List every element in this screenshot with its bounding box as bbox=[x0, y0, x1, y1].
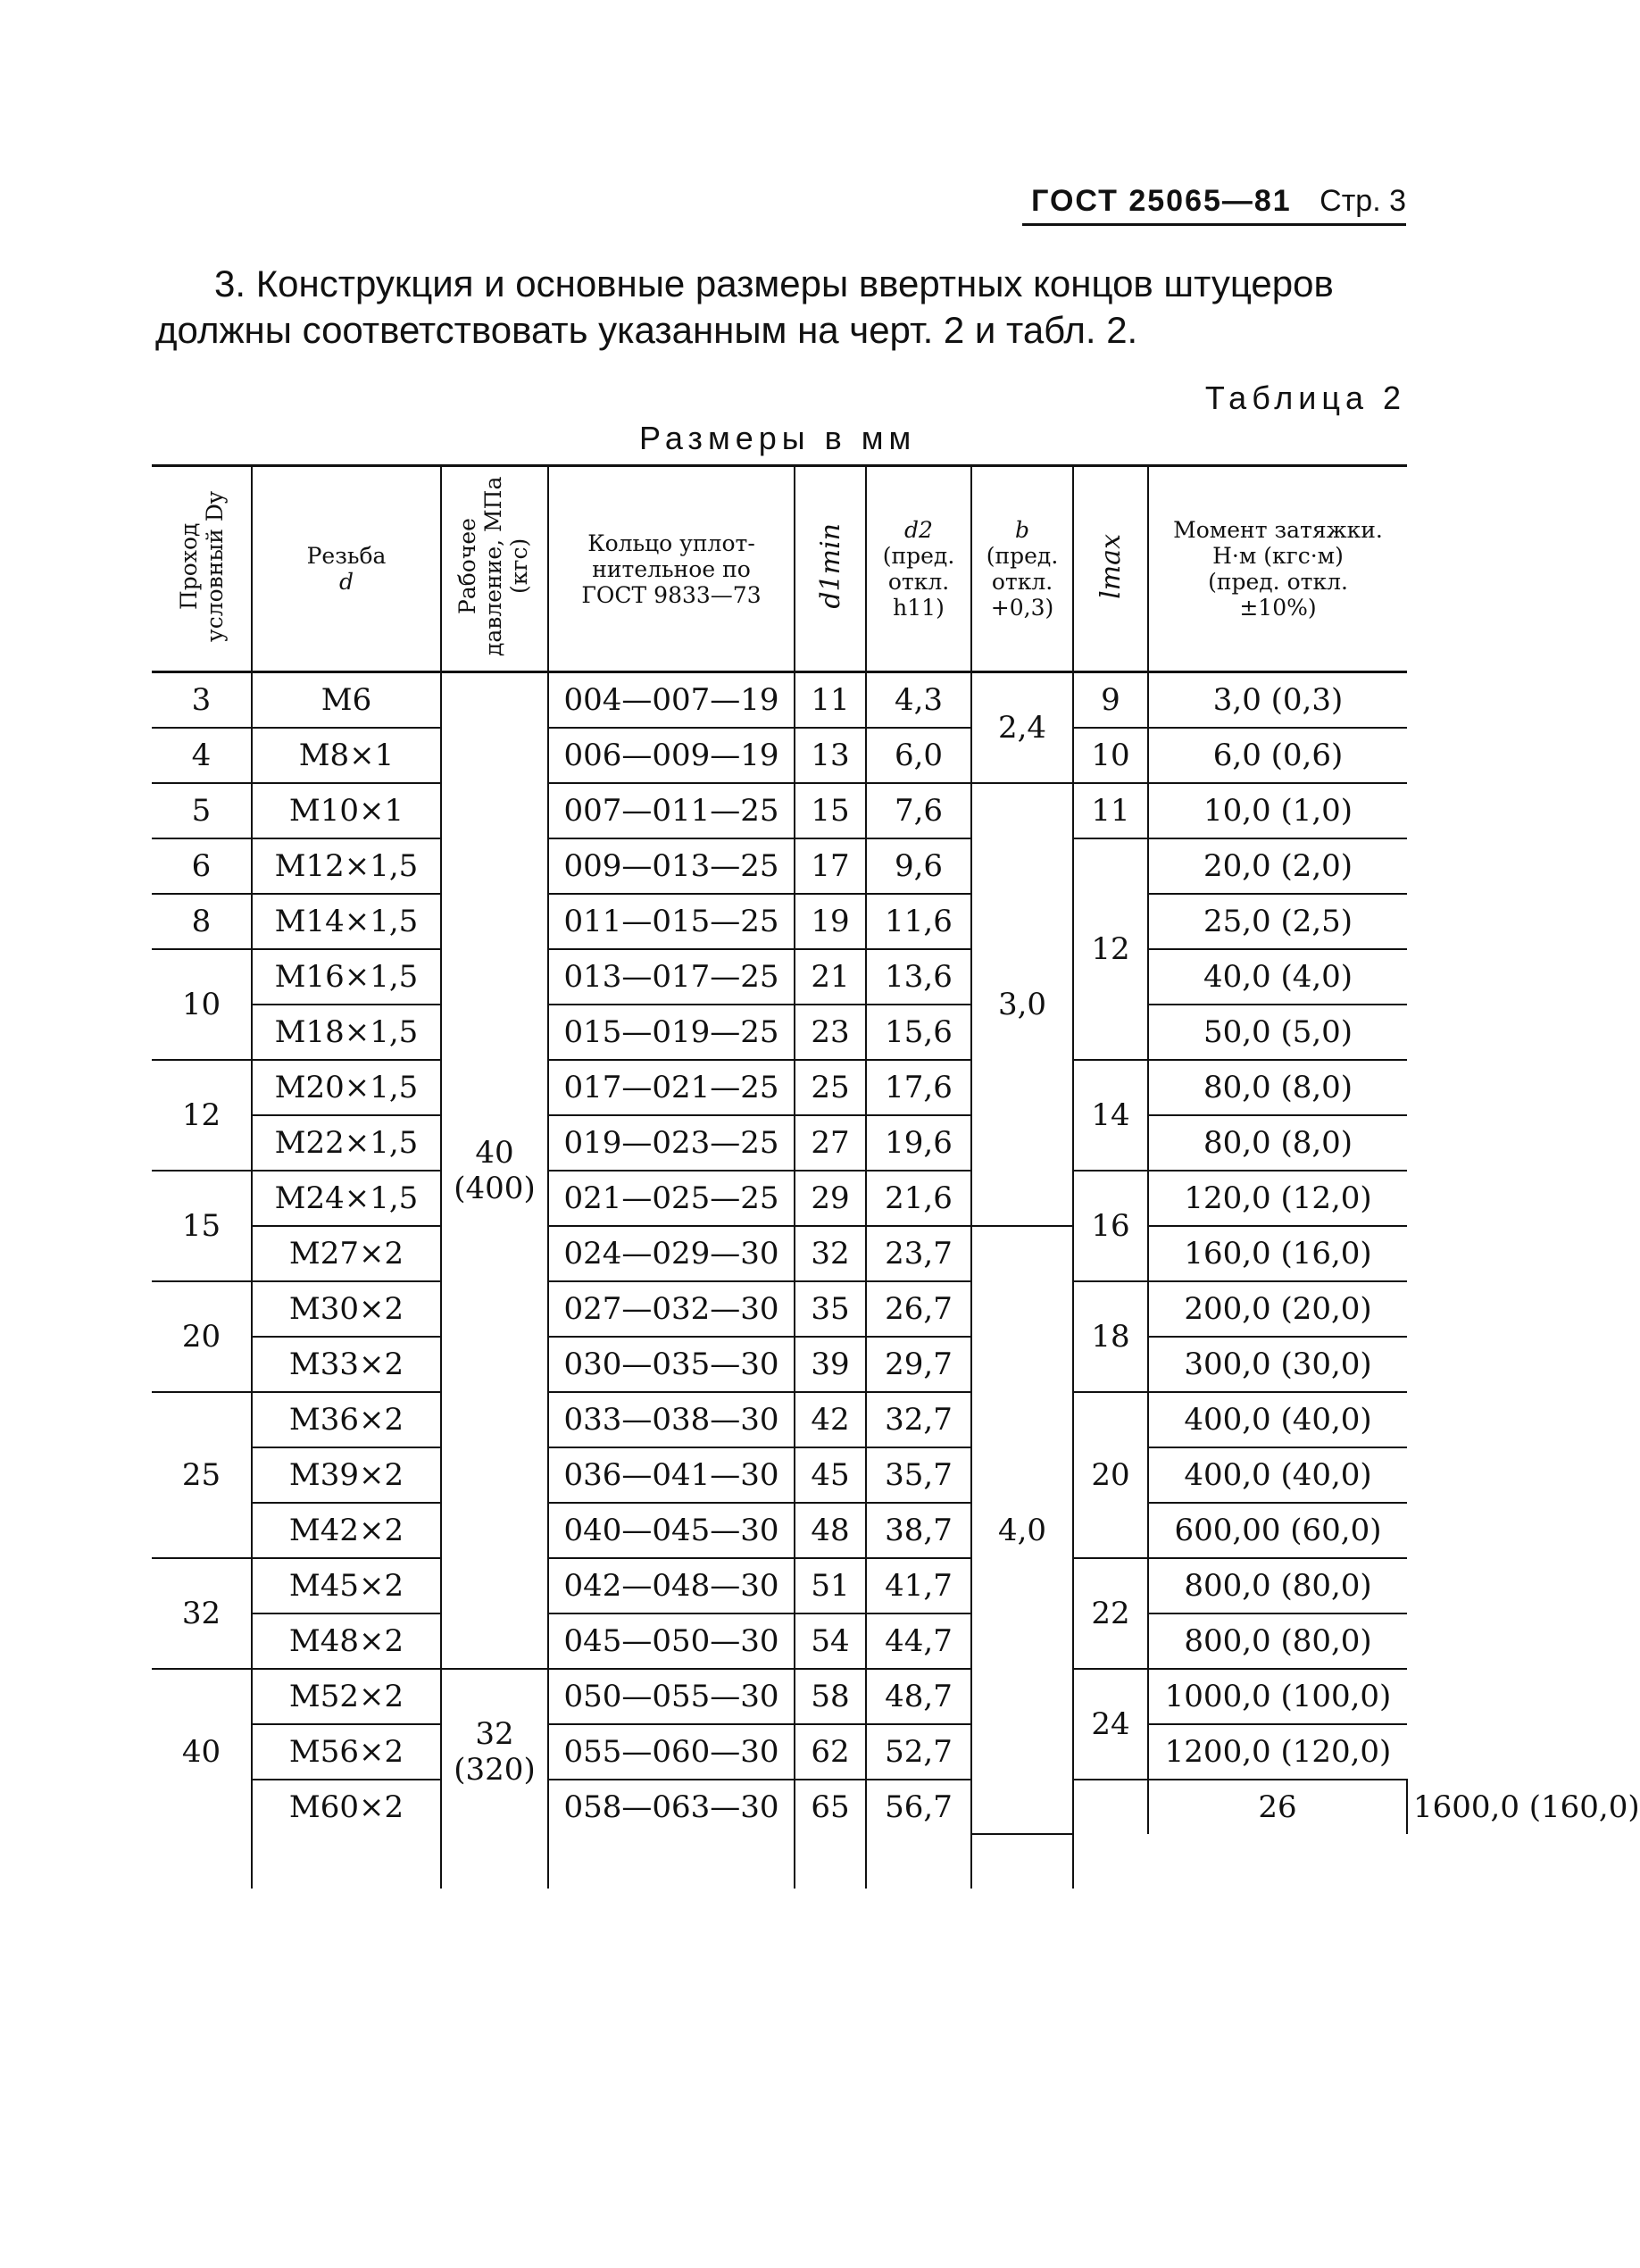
thread-cell: M8×1 bbox=[252, 728, 441, 783]
torque-cell: 600,00 (60,0) bbox=[1148, 1503, 1407, 1558]
d2-cell: 29,7 bbox=[866, 1337, 971, 1392]
ring-cell: 004—007—19 bbox=[548, 672, 795, 729]
table-row bbox=[152, 1392, 1407, 1447]
thread-cell: M6 bbox=[252, 672, 441, 729]
d1-cell: 23 bbox=[795, 1005, 866, 1060]
dy-cell: 12 bbox=[152, 1060, 252, 1171]
table-row bbox=[152, 783, 1407, 838]
d1-cell: 29 bbox=[795, 1171, 866, 1226]
d2-cell: 44,7 bbox=[866, 1613, 971, 1669]
torque-cell: 800,0 (80,0) bbox=[1148, 1558, 1407, 1613]
thread-cell: M60×2 bbox=[252, 1780, 441, 1834]
b-cell-empty bbox=[1073, 1780, 1148, 1834]
thread-cell: M20×1,5 bbox=[252, 1060, 441, 1115]
d1-cell: 13 bbox=[795, 728, 866, 783]
d1-cell: 11 bbox=[795, 672, 866, 729]
ring-cell: 007—011—25 bbox=[548, 783, 795, 838]
torque-cell: 80,0 (8,0) bbox=[1148, 1060, 1407, 1115]
ring-cell: 009—013—25 bbox=[548, 838, 795, 894]
thread-cell: M52×2 bbox=[252, 1669, 441, 1724]
dy-cell: 5 bbox=[152, 783, 252, 838]
d2-cell: 52,7 bbox=[866, 1724, 971, 1780]
torque-cell: 25,0 (2,5) bbox=[1148, 894, 1407, 949]
d2-cell: 13,6 bbox=[866, 949, 971, 1005]
torque-cell: 1000,0 (100,0) bbox=[1148, 1669, 1407, 1724]
dimensions-table bbox=[152, 464, 1640, 1889]
col-dy: Проход условный Dy bbox=[152, 466, 252, 672]
d1-cell: 62 bbox=[795, 1724, 866, 1780]
lmax-cell: 12 bbox=[1073, 838, 1148, 1060]
pressure-cell: 40 (400) bbox=[441, 672, 548, 1670]
table-row bbox=[152, 1060, 1407, 1115]
thread-cell: M39×2 bbox=[252, 1447, 441, 1503]
d2-cell: 6,0 bbox=[866, 728, 971, 783]
thread-cell: M30×2 bbox=[252, 1281, 441, 1337]
lmax-cell: 24 bbox=[1073, 1669, 1148, 1780]
thread-cell: M16×1,5 bbox=[252, 949, 441, 1005]
lmax-cell: 18 bbox=[1073, 1281, 1148, 1392]
lmax-cell: 20 bbox=[1073, 1392, 1148, 1558]
d1-cell: 45 bbox=[795, 1447, 866, 1503]
thread-cell: M18×1,5 bbox=[252, 1005, 441, 1060]
ring-cell: 017—021—25 bbox=[548, 1060, 795, 1115]
thread-cell: M27×2 bbox=[252, 1226, 441, 1281]
d2-cell: 35,7 bbox=[866, 1447, 971, 1503]
d2-cell: 7,6 bbox=[866, 783, 971, 838]
intro-line-1: 3. Конструкция и основные размеры ввертных концов штуцеров bbox=[214, 263, 1334, 304]
lmax-cell: 11 bbox=[1073, 783, 1148, 838]
table-row bbox=[152, 1171, 1407, 1226]
torque-cell: 200,0 (20,0) bbox=[1148, 1281, 1407, 1337]
table-label: Таблица 2 bbox=[1204, 379, 1406, 416]
d1-cell: 27 bbox=[795, 1115, 866, 1171]
b-cell: 4,0 bbox=[971, 1226, 1073, 1834]
table-row bbox=[152, 1613, 1407, 1669]
col-torque: Момент затяжки. Н·м (кгс·м) (пред. откл. ±10%) bbox=[1148, 466, 1407, 672]
ring-cell: 036—041—30 bbox=[548, 1447, 795, 1503]
page-number: Стр. 3 bbox=[1319, 184, 1406, 218]
thread-cell: M45×2 bbox=[252, 1558, 441, 1613]
ring-cell: 040—045—30 bbox=[548, 1503, 795, 1558]
dy-cell: 6 bbox=[152, 838, 252, 894]
d1-cell: 17 bbox=[795, 838, 866, 894]
torque-cell: 400,0 (40,0) bbox=[1148, 1392, 1407, 1447]
torque-cell: 300,0 (30,0) bbox=[1148, 1337, 1407, 1392]
dy-cell: 40 bbox=[181, 1734, 221, 1770]
d2-cell: 32,7 bbox=[866, 1392, 971, 1447]
ring-cell: 030—035—30 bbox=[548, 1337, 795, 1392]
dy-cell: 8 bbox=[152, 894, 252, 949]
ring-cell: 050—055—30 bbox=[548, 1669, 795, 1724]
thread-cell: M12×1,5 bbox=[252, 838, 441, 894]
dy-cell: 25 bbox=[152, 1392, 252, 1558]
torque-cell: 120,0 (12,0) bbox=[1148, 1171, 1407, 1226]
table-row bbox=[152, 1447, 1407, 1503]
d2-cell: 38,7 bbox=[866, 1503, 971, 1558]
torque-cell: 160,0 (16,0) bbox=[1148, 1226, 1407, 1281]
col-pressure: Рабочее давление, МПа (кгс) bbox=[441, 466, 548, 672]
dy-cell: 10 bbox=[152, 949, 252, 1060]
thread-cell: M42×2 bbox=[252, 1503, 441, 1558]
ring-cell: 033—038—30 bbox=[548, 1392, 795, 1447]
table-row bbox=[152, 1005, 1407, 1060]
lmax-cell: 22 bbox=[1073, 1558, 1148, 1669]
table-row bbox=[152, 672, 1407, 729]
torque-cell: 20,0 (2,0) bbox=[1148, 838, 1407, 894]
ring-cell: 015—019—25 bbox=[548, 1005, 795, 1060]
standard-number: ГОСТ 25065—81 bbox=[1031, 184, 1292, 218]
torque-cell: 50,0 (5,0) bbox=[1148, 1005, 1407, 1060]
table-row bbox=[152, 894, 1407, 949]
dy-cell: 15 bbox=[152, 1171, 252, 1281]
table-row bbox=[152, 1724, 1407, 1780]
torque-cell: 10,0 (1,0) bbox=[1148, 783, 1407, 838]
thread-cell: M56×2 bbox=[252, 1724, 441, 1780]
torque-cell: 3,0 (0,3) bbox=[1148, 672, 1407, 729]
thread-cell: M10×1 bbox=[252, 783, 441, 838]
pressure-cell: 32 (320) bbox=[441, 1669, 548, 1834]
d2-cell: 11,6 bbox=[866, 894, 971, 949]
thread-cell: M24×1,5 bbox=[252, 1171, 441, 1226]
torque-cell: 6,0 (0,6) bbox=[1148, 728, 1407, 783]
dy-cell: 20 bbox=[152, 1281, 252, 1392]
d1-cell: 58 bbox=[795, 1669, 866, 1724]
ring-cell: 006—009—19 bbox=[548, 728, 795, 783]
table-row: M60×2 058—063—30 65 56,7 26 1600,0 (160,0) bbox=[152, 1780, 1407, 1834]
d1-cell: 54 bbox=[795, 1613, 866, 1669]
lmax-cell: 10 bbox=[1073, 728, 1148, 783]
ring-cell: 019—023—25 bbox=[548, 1115, 795, 1171]
table-row bbox=[152, 1558, 1407, 1613]
d2-cell: 41,7 bbox=[866, 1558, 971, 1613]
ring-cell: 042—048—30 bbox=[548, 1558, 795, 1613]
table-header-row bbox=[152, 466, 1407, 672]
ring-cell: 027—032—30 bbox=[548, 1281, 795, 1337]
thread-cell: M36×2 bbox=[252, 1392, 441, 1447]
lmax-cell: 16 bbox=[1073, 1171, 1148, 1281]
b-cell: 3,0 bbox=[971, 783, 1073, 1226]
d2-cell: 48,7 bbox=[866, 1669, 971, 1724]
table-row bbox=[152, 838, 1407, 894]
col-thread: Резьба d bbox=[252, 466, 441, 672]
d1-cell: 48 bbox=[795, 1503, 866, 1558]
dy-cell: 4 bbox=[152, 728, 252, 783]
d2-cell: 17,6 bbox=[866, 1060, 971, 1115]
d2-cell: 9,6 bbox=[866, 838, 971, 894]
d1-cell: 42 bbox=[795, 1392, 866, 1447]
header-rule bbox=[1022, 223, 1406, 226]
units-caption: Размеры в мм bbox=[639, 420, 917, 456]
table-row bbox=[152, 1226, 1407, 1281]
torque-cell: 800,0 (80,0) bbox=[1148, 1613, 1407, 1669]
ring-cell: 045—050—30 bbox=[548, 1613, 795, 1669]
lmax-cell: 26 bbox=[1148, 1780, 1407, 1834]
d2-cell: 23,7 bbox=[866, 1226, 971, 1281]
torque-cell: 80,0 (8,0) bbox=[1148, 1115, 1407, 1171]
d2-cell: 4,3 bbox=[866, 672, 971, 729]
d1-cell: 15 bbox=[795, 783, 866, 838]
table-row bbox=[152, 1337, 1407, 1392]
table-row bbox=[152, 1503, 1407, 1558]
torque-cell: 40,0 (4,0) bbox=[1148, 949, 1407, 1005]
col-d2: d2 (пред. откл. h11) bbox=[866, 466, 971, 672]
d2-cell: 26,7 bbox=[866, 1281, 971, 1337]
col-b: b (пред. откл. +0,3) bbox=[971, 466, 1073, 672]
d1-cell: 25 bbox=[795, 1060, 866, 1115]
d2-cell: 19,6 bbox=[866, 1115, 971, 1171]
ring-cell: 013—017—25 bbox=[548, 949, 795, 1005]
d1-cell: 51 bbox=[795, 1558, 866, 1613]
torque-cell: 400,0 (40,0) bbox=[1148, 1447, 1407, 1503]
table-tail bbox=[152, 1834, 1407, 1889]
d2-cell: 21,6 bbox=[866, 1171, 971, 1226]
d1-cell: 21 bbox=[795, 949, 866, 1005]
d1-cell: 35 bbox=[795, 1281, 866, 1337]
d1-cell: 32 bbox=[795, 1226, 866, 1281]
d1-cell: 65 bbox=[795, 1780, 866, 1834]
table-row bbox=[152, 1669, 1407, 1724]
lmax-cell: 9 bbox=[1073, 672, 1148, 729]
table-row bbox=[152, 728, 1407, 783]
thread-cell: M33×2 bbox=[252, 1337, 441, 1392]
intro-line-2: должны соответствовать указанным на черт. 2 и табл. 2. bbox=[155, 309, 1138, 351]
ring-cell: 055—060—30 bbox=[548, 1724, 795, 1780]
table-row bbox=[152, 949, 1407, 1005]
torque-cell: 1200,0 (120,0) bbox=[1148, 1724, 1407, 1780]
thread-cell: M48×2 bbox=[252, 1613, 441, 1669]
col-d1min: d1min bbox=[795, 466, 866, 672]
page-header bbox=[1031, 184, 1406, 219]
table-row bbox=[152, 1115, 1407, 1171]
d2-cell: 56,7 bbox=[866, 1780, 971, 1834]
ring-cell: 024—029—30 bbox=[548, 1226, 795, 1281]
ring-cell: 058—063—30 bbox=[548, 1780, 795, 1834]
dy-cell: 3 bbox=[152, 672, 252, 729]
table-row bbox=[152, 1281, 1407, 1337]
ring-cell: 011—015—25 bbox=[548, 894, 795, 949]
thread-cell: M22×1,5 bbox=[252, 1115, 441, 1171]
dy-cell: 32 bbox=[152, 1558, 252, 1669]
col-lmax: lmax bbox=[1073, 466, 1148, 672]
lmax-cell: 14 bbox=[1073, 1060, 1148, 1171]
d1-cell: 19 bbox=[795, 894, 866, 949]
d1-cell: 39 bbox=[795, 1337, 866, 1392]
thread-cell: M14×1,5 bbox=[252, 894, 441, 949]
d2-cell: 15,6 bbox=[866, 1005, 971, 1060]
intro-paragraph bbox=[157, 261, 1407, 354]
col-ring: Кольцо уплот- нительное по ГОСТ 9833—73 bbox=[548, 466, 795, 672]
b-cell: 2,4 bbox=[971, 672, 1073, 784]
ring-cell: 021—025—25 bbox=[548, 1171, 795, 1226]
